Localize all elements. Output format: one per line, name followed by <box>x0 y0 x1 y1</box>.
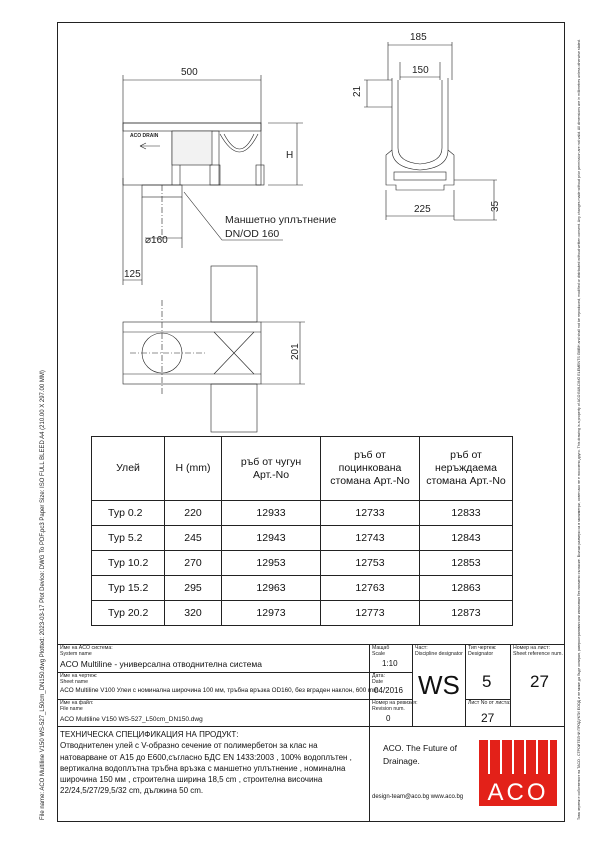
table-row <box>92 526 513 551</box>
reference-label: Номер на лист: Sheet reference num. <box>513 645 563 657</box>
col-header-cast-iron: ръб от чугун Арт.-No <box>222 437 321 501</box>
dim-base-225: 225 <box>414 204 431 215</box>
channel-plan-view <box>123 266 305 432</box>
file-name-label: Име на файл: File name <box>60 700 94 712</box>
dim-width-150: 150 <box>412 65 429 76</box>
system-label: Име на ACO система: System name <box>60 645 113 657</box>
col-header-stainless: ръб от неръждаема стомана Арт.-No <box>420 437 513 501</box>
cell-stainless: 12853 <box>420 551 513 576</box>
reference-value: 27 <box>530 672 549 691</box>
discipline-label: Част: Discipline designator <box>415 645 463 657</box>
spec-line: натоварване от А15 до Е600,съгласно БДС EN 1433:2003 , 100% водоплътен , <box>60 752 352 762</box>
sheet-number-label: Лист No от листа: <box>468 700 511 706</box>
system-value: ACO Multiline - универсална отводнителна система <box>60 659 262 669</box>
cell-cast-iron: 12933 <box>222 501 321 526</box>
seal-label-line1: Маншетно уплътнение <box>225 214 337 226</box>
svg-text:ACO: ACO <box>487 779 549 806</box>
dim-35: 35 <box>490 200 501 212</box>
discipline-value: WS <box>418 670 460 700</box>
part-brand-mark: ACO DRAIN <box>130 133 159 139</box>
date-label: Дата: Date <box>372 673 385 685</box>
aco-logo-graphic <box>479 740 557 806</box>
spec-line: 22/24,5/27/29,5/32 cm, дължина 50 cm. <box>60 786 204 796</box>
col-header-height: H (mm) <box>165 437 222 501</box>
cell-galvanized: 12763 <box>321 576 420 601</box>
dim-125: 125 <box>124 269 141 280</box>
spec-line: широчина 150 мм , строителна ширина 18,5 cm , строителна височина <box>60 775 323 785</box>
aco-logo <box>479 740 557 806</box>
cell-galvanized: 12773 <box>321 601 420 626</box>
article-table <box>91 436 513 626</box>
cell-type: Typ 15.2 <box>92 576 165 601</box>
cell-type: Typ 0.2 <box>92 501 165 526</box>
cell-galvanized: 12753 <box>321 551 420 576</box>
spec-heading: ТЕХНИЧЕСКА СПЕЦИФИКАЦИЯ НА ПРОДУКТ: <box>60 730 239 739</box>
scale-label: Мащаб Scale <box>372 645 390 657</box>
copyright-note: Това чертеж е собственост на ТАСО - СТРОИТЕЛНИ ПРОДУКТИ ЕООД и не може да бъде копиран, разпространяван или използван без писмено съгласие. Всички размери са в милиметри, освен ако не е посочено друго. This drawing is a property of ACO BUILDING ELEMENTS GMBH and shall not be reproduced, modified or distributed without written consent. Any changes made without prior permission are not valid. All dimensions are in millimetres unless otherwise stated. <box>577 39 581 820</box>
table-row <box>92 576 513 601</box>
cell-height: 295 <box>165 576 222 601</box>
designator-value: 5 <box>482 672 492 691</box>
date-value: 04/2016 <box>374 686 403 695</box>
revision-label: Номер на ревизия: Revision num. <box>372 700 418 712</box>
dim-length: 500 <box>181 67 198 78</box>
cell-height: 220 <box>165 501 222 526</box>
sheet-name-label: Име на чертеж: Sheet name <box>60 673 98 685</box>
scale-value: 1:10 <box>382 659 398 668</box>
revision-value: 0 <box>386 714 391 723</box>
contact-info[interactable]: design-team@aco.bg www.aco.bg <box>372 794 464 800</box>
cell-cast-iron: 12963 <box>222 576 321 601</box>
table-row <box>92 601 513 626</box>
dim-width-185: 185 <box>410 32 427 43</box>
cell-type: Typ 5.2 <box>92 526 165 551</box>
cell-stainless: 12843 <box>420 526 513 551</box>
dim-pipe-diameter: ⌀160 <box>145 235 168 246</box>
cell-height: 245 <box>165 526 222 551</box>
cell-stainless: 12833 <box>420 501 513 526</box>
col-header-galvanized: ръб от поцинкована стомана Арт.-No <box>321 437 420 501</box>
spec-line: Отводнителен улей с V-образно сечение от полимербетон за клас на <box>60 741 318 751</box>
cell-type: Typ 10.2 <box>92 551 165 576</box>
channel-side-view <box>123 75 303 285</box>
table-row <box>92 501 513 526</box>
cell-height: 320 <box>165 601 222 626</box>
brand-slogan: ACO. The Future of Drainage. <box>383 743 458 766</box>
cell-galvanized: 12733 <box>321 501 420 526</box>
cell-cast-iron: 12973 <box>222 601 321 626</box>
file-name-value: ACO Multiline V150 WS-527_L50cm_DN150.dwg <box>60 716 203 723</box>
table-row <box>92 551 513 576</box>
cell-type: Typ 20.2 <box>92 601 165 626</box>
sheet-number-value: 27 <box>481 711 495 725</box>
cell-galvanized: 12743 <box>321 526 420 551</box>
technical-specification <box>60 729 365 797</box>
table-header-row <box>92 437 513 501</box>
channel-cross-section <box>364 42 497 220</box>
designator-label: Тип чертеж: Designator <box>468 645 497 657</box>
col-header-channel: Улей <box>92 437 165 501</box>
dim-201: 201 <box>290 343 301 360</box>
cell-cast-iron: 12953 <box>222 551 321 576</box>
sheet-name-value: ACO Multiline V100 Улеи с номинална широчина 100 мм, тръбна връзка OD160, без вграден наклон, 600 mm <box>60 687 379 694</box>
cell-stainless: 12863 <box>420 576 513 601</box>
cell-stainless: 12873 <box>420 601 513 626</box>
dim-height-H: H <box>286 150 294 161</box>
seal-label-line2: DN/OD 160 <box>225 228 280 240</box>
spec-line: вертикална водоплътна тръбна връзка с маншетно уплътнение , номинална <box>60 763 346 773</box>
cell-cast-iron: 12943 <box>222 526 321 551</box>
file-plot-note: File name: ACO Multiline V150 WS-527_L50cm_DN150.dwg Plotted: 2023-03-17 Plot Device: DWG To PDF.pc3 Paper Size: ISO FULL BLEED A4 (210.00 X 297.00 MM) <box>40 370 46 820</box>
cell-height: 270 <box>165 551 222 576</box>
dim-21: 21 <box>352 85 363 97</box>
